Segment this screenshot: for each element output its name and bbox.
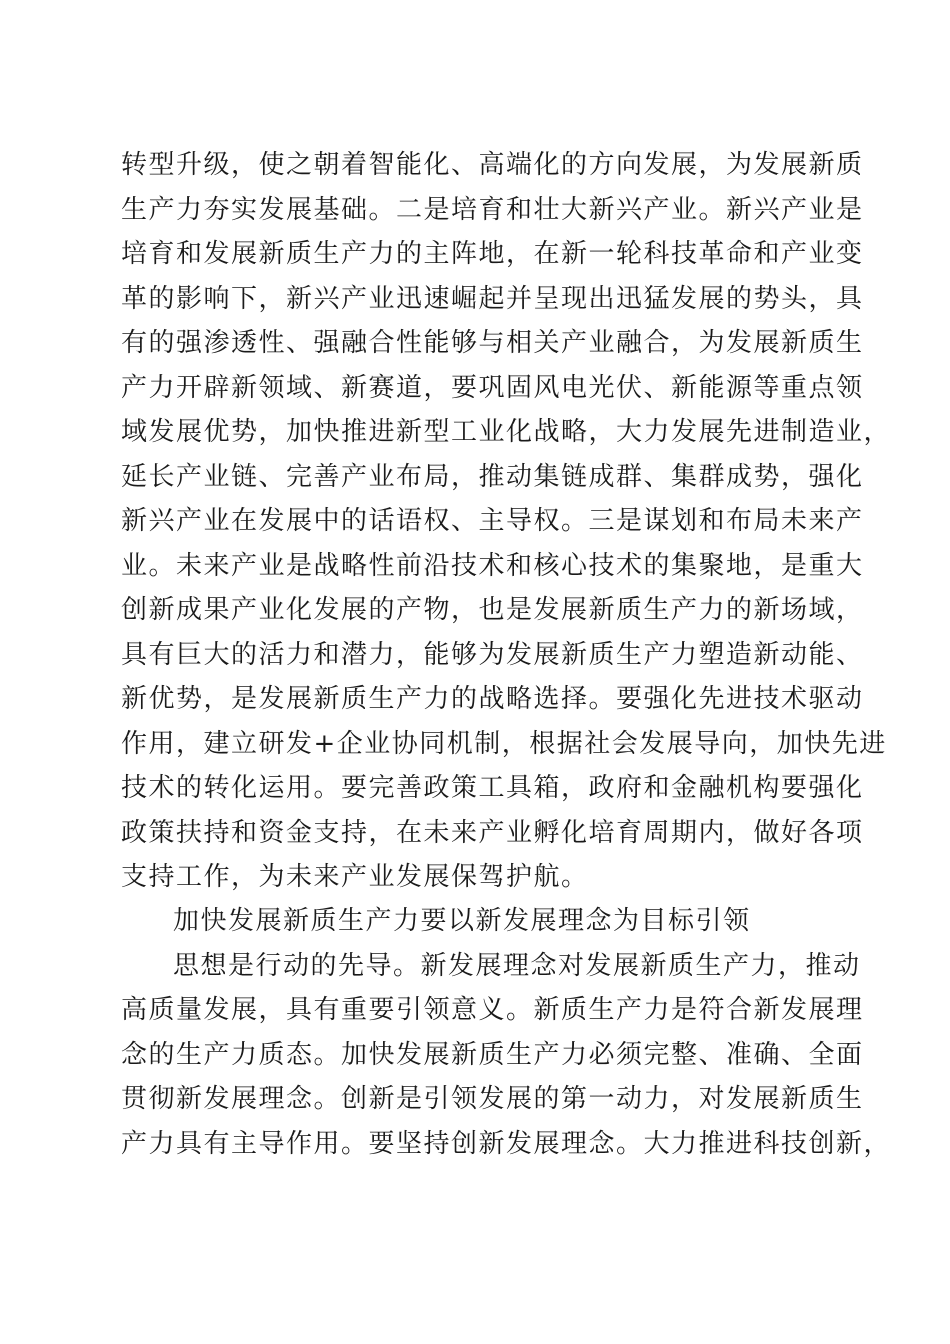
text-line: 延长产业链、完善产业布局，推动集链成群、集群成势，强化	[121, 461, 864, 492]
text-line: 政策扶持和资金支持，在未来产业孵化培育周期内，做好各项	[121, 817, 864, 848]
text-line: 念的生产力质态。加快发展新质生产力必须完整、准确、全面	[121, 1039, 864, 1070]
text-line: 转型升级，使之朝着智能化、高端化的方向发展，为发展新质	[121, 150, 864, 180]
text-line: 生产力夯实发展基础。二是培育和壮大新兴产业。新兴产业是	[121, 194, 864, 225]
paragraph-continued	[121, 143, 892, 900]
text-line: 培育和发展新质生产力的主阵地，在新一轮科技革命和产业变	[121, 239, 864, 269]
text-line: 创新成果产业化发展的产物，也是发展新质生产力的新场域，	[121, 595, 864, 625]
text-line: 有的强渗透性、强融合性能够与相关产业融合，为发展新质生	[121, 328, 864, 358]
text-line: 作用，建立研发+企业协同机制，根据社会发展导向，加快先进	[121, 728, 887, 759]
section-heading: 加快发展新质生产力要以新发展理念为目标引领	[173, 906, 751, 936]
text-line: 思想是行动的先导。新发展理念对发展新质生产力，推动	[173, 950, 861, 981]
text-line: 域发展优势，加快推进新型工业化战略，大力发展先进制造业，	[121, 417, 892, 447]
text-line: 革的影响下，新兴产业迅速崛起并呈现出迅猛发展的势头，具	[121, 283, 864, 314]
text-line: 产力开辟新领域、新赛道，要巩固风电光伏、新能源等重点领	[121, 372, 864, 403]
text-line: 贯彻新发展理念。创新是引领发展的第一动力，对发展新质生	[121, 1084, 864, 1114]
section-block	[121, 899, 892, 1166]
text-line: 高质量发展，具有重要引领意义。新质生产力是符合新发展理	[121, 995, 864, 1025]
text-line: 业。未来产业是战略性前沿技术和核心技术的集聚地，是重大	[121, 550, 864, 581]
text-line: 新优势，是发展新质生产力的战略选择。要强化先进技术驱动	[121, 684, 864, 714]
text-line: 新兴产业在发展中的话语权、主导权。三是谋划和布局未来产	[121, 506, 864, 536]
text-line: 支持工作，为未来产业发展保驾护航。	[121, 862, 589, 892]
text-line: 技术的转化运用。要完善政策工具箱，政府和金融机构要强化	[121, 773, 864, 803]
text-line: 产力具有主导作用。要坚持创新发展理念。大力推进科技创新，	[121, 1128, 892, 1159]
text-line: 具有巨大的活力和潜力，能够为发展新质生产力塑造新动能、	[121, 639, 864, 670]
